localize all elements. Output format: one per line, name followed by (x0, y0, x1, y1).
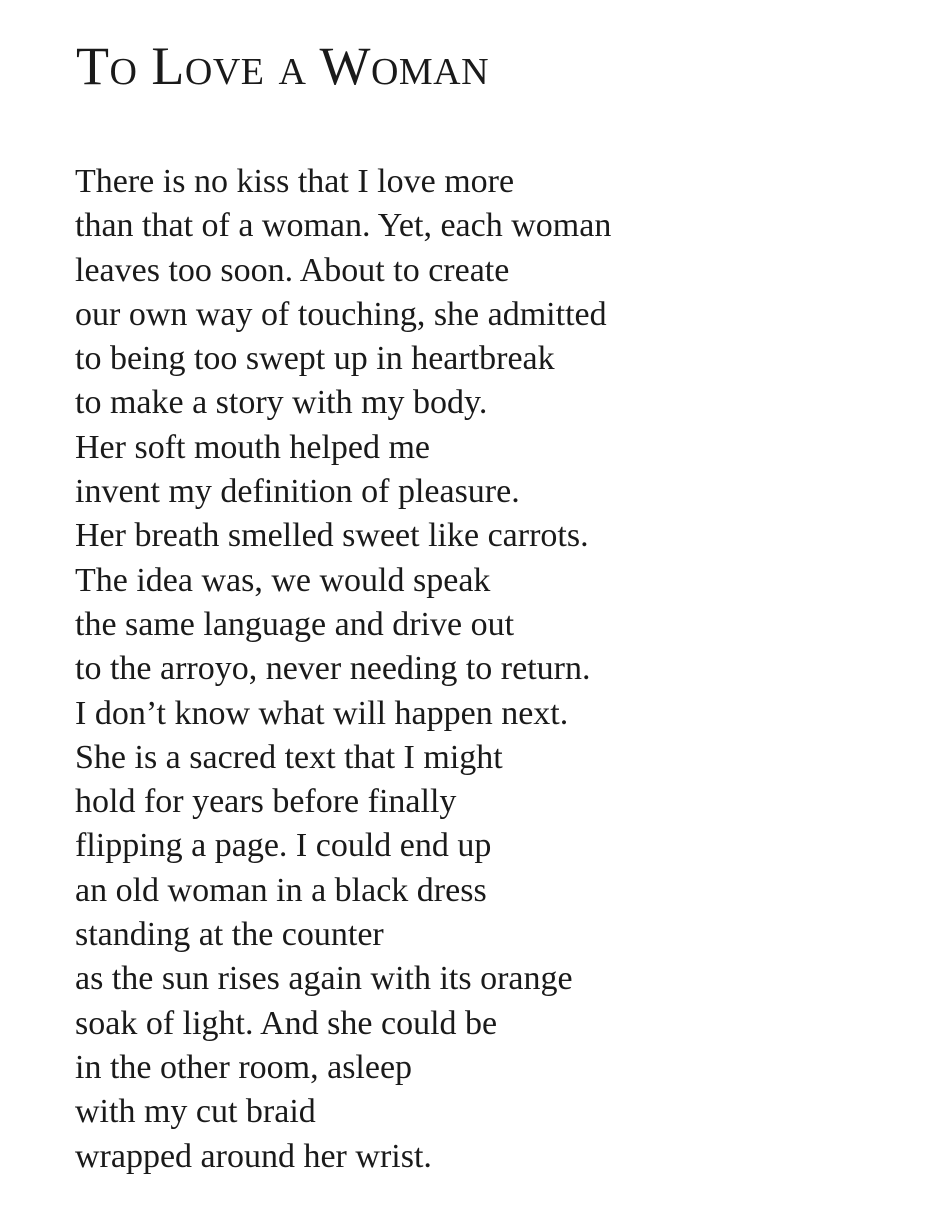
poem-line: hold for years before finally (75, 783, 457, 821)
poem-line: as the sun rises again with its orange (75, 960, 573, 998)
poem-line: flipping a page. I could end up (75, 827, 492, 865)
poem-line: I don’t know what will happen next. (75, 694, 569, 732)
poem-line: She is a sacred text that I might (75, 738, 503, 776)
poem-line: soak of light. And she could be (75, 1004, 498, 1042)
poem-line: to being too swept up in heartbreak (75, 340, 555, 378)
poem-line: invent my definition of pleasure. (75, 473, 520, 511)
poem-line: The idea was, we would speak (75, 561, 491, 599)
poem-title: To Love a Woman (76, 36, 490, 96)
poem-line: our own way of touching, she admitted (75, 295, 607, 333)
poem-line: standing at the counter (75, 916, 384, 954)
poem-body (75, 160, 611, 1179)
poem-line: leaves too soon. About to create (75, 251, 510, 289)
poem-line: with my cut braid (75, 1093, 316, 1131)
poem-line: the same language and drive out (75, 605, 515, 643)
poem-line: to make a story with my body. (75, 384, 488, 422)
poem-line: to the arroyo, never needing to return. (75, 650, 591, 688)
poem-line: There is no kiss that I love more (75, 163, 515, 200)
poem-line: in the other room, asleep (75, 1048, 413, 1086)
poem-line: Her breath smelled sweet like carrots. (75, 517, 589, 555)
poem-line: wrapped around her wrist. (75, 1137, 432, 1175)
poem-line: than that of a woman. Yet, each woman (75, 207, 612, 245)
poem-line: Her soft mouth helped me (75, 428, 431, 466)
poem-line: an old woman in a black dress (75, 871, 487, 909)
